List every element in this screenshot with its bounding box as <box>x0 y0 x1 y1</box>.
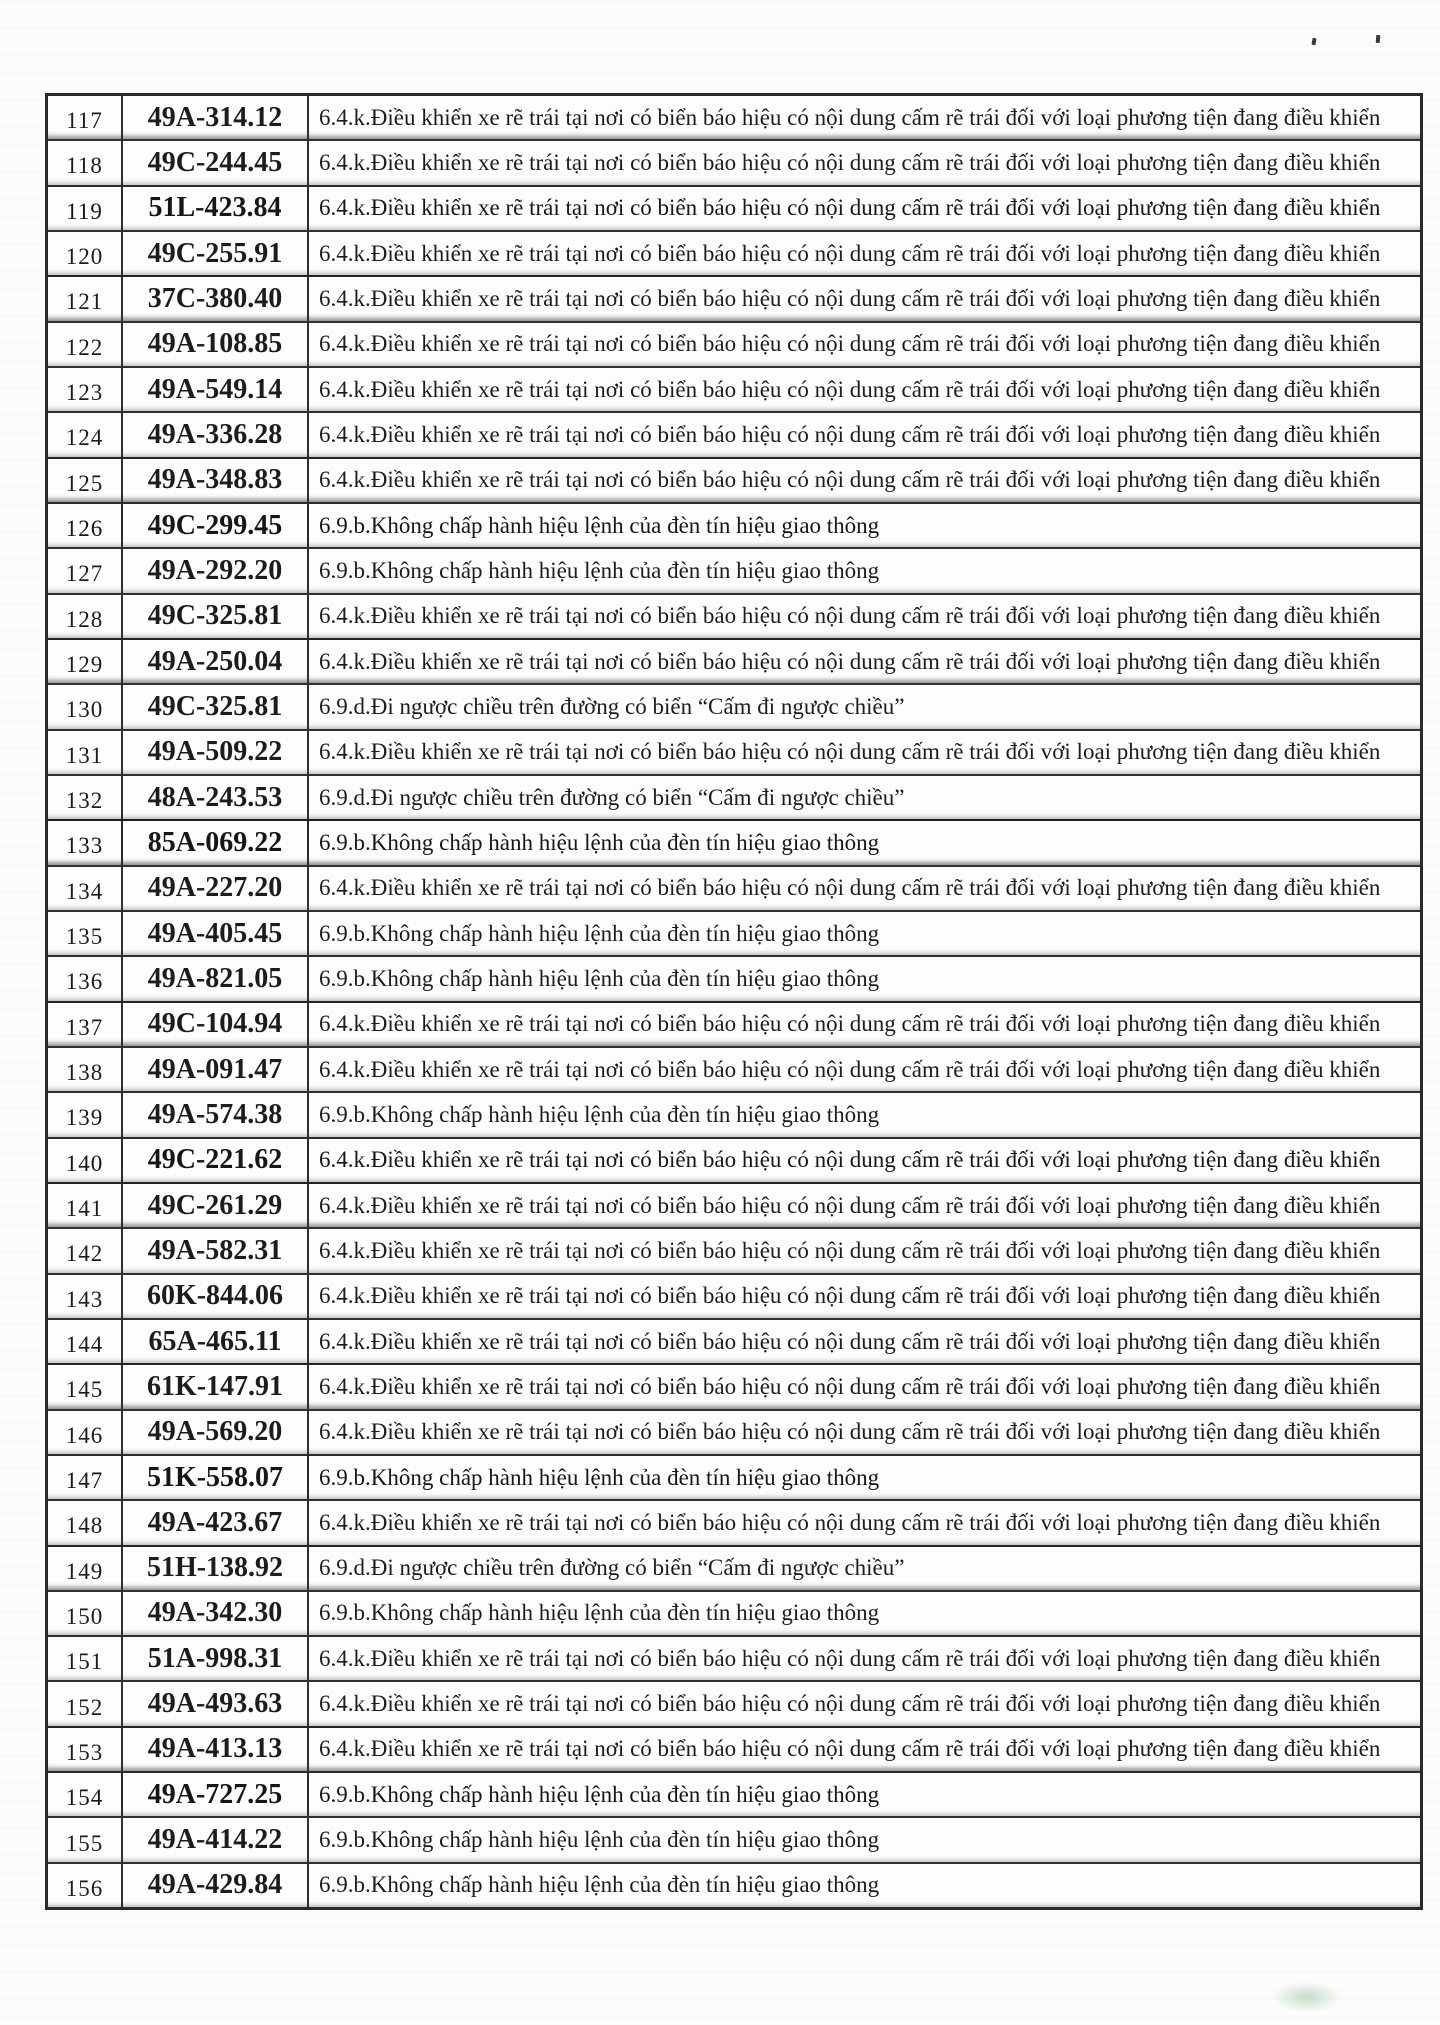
table-row <box>48 321 1420 366</box>
violation-text: 6.9.b.Không chấp hành hiệu lệnh của đèn tín hiệu giao thông <box>319 1600 880 1626</box>
violation-text: 6.4.k.Điều khiển xe rẽ trái tại nơi có biển báo hiệu có nội dung cấm rẽ trái đối với loại phương tiện đang điều khiển <box>319 875 1381 901</box>
row-number: 128 <box>48 595 123 638</box>
row-number: 119 <box>48 187 123 230</box>
row-number: 149 <box>48 1547 123 1590</box>
row-number: 146 <box>48 1411 123 1454</box>
violation-text: 6.9.b.Không chấp hành hiệu lệnh của đèn tín hiệu giao thông <box>319 1464 880 1490</box>
row-number: 137 <box>48 1003 123 1046</box>
table-row <box>48 774 1420 819</box>
scan-speck <box>1376 35 1381 43</box>
row-number: 131 <box>48 731 123 774</box>
violation-text: 6.4.k.Điều khiển xe rẽ trái tại nơi có biển báo hiệu có nội dung cấm rẽ trái đối với loại phương tiện đang điều khiển <box>319 1147 1381 1173</box>
row-number: 147 <box>48 1456 123 1499</box>
row-number: 143 <box>48 1275 123 1318</box>
violation-text: 6.4.k.Điều khiển xe rẽ trái tại nơi có biển báo hiệu có nội dung cấm rẽ trái đối với loại phương tiện đang điều khiển <box>319 648 1381 674</box>
table-row <box>48 547 1420 592</box>
table-row <box>48 910 1420 955</box>
row-number: 134 <box>48 867 123 910</box>
plate-number: 49C-255.91 <box>123 232 309 275</box>
plate-number: 49A-429.84 <box>123 1864 309 1907</box>
plate-number: 49C-299.45 <box>123 504 309 547</box>
table-row <box>48 139 1420 184</box>
violation-text: 6.4.k.Điều khiển xe rẽ trái tại nơi có biển báo hiệu có nội dung cấm rẽ trái đối với loại phương tiện đang điều khiển <box>319 1645 1381 1671</box>
violation-text: 6.4.k.Điều khiển xe rẽ trái tại nơi có biển báo hiệu có nội dung cấm rẽ trái đối với loại phương tiện đang điều khiển <box>319 1283 1381 1309</box>
table-row <box>48 1137 1420 1182</box>
plate-number: 49A-348.83 <box>123 459 309 502</box>
violation-text: 6.9.d.Đi ngược chiều trên đường có biển “Cấm đi ngược chiều” <box>319 693 905 719</box>
violation-text: 6.4.k.Điều khiển xe rẽ trái tại nơi có biển báo hiệu có nội dung cấm rẽ trái đối với loại phương tiện đang điều khiển <box>319 149 1381 175</box>
table-row <box>48 683 1420 728</box>
plate-number: 65A-465.11 <box>123 1320 309 1363</box>
table-row <box>48 1680 1420 1725</box>
plate-number: 85A-069.22 <box>123 821 309 864</box>
row-number: 132 <box>48 776 123 819</box>
table-row <box>48 1273 1420 1318</box>
row-number: 140 <box>48 1139 123 1182</box>
plate-number: 49A-549.14 <box>123 368 309 411</box>
violation-text: 6.9.b.Không chấp hành hiệu lệnh của đèn tín hiệu giao thông <box>319 557 880 583</box>
row-number: 138 <box>48 1048 123 1091</box>
row-number: 136 <box>48 957 123 1000</box>
violation-text: 6.4.k.Điều khiển xe rẽ trái tại nơi có biển báo hiệu có nội dung cấm rẽ trái đối với loại phương tiện đang điều khiển <box>319 331 1381 357</box>
table-row <box>48 502 1420 547</box>
row-number: 152 <box>48 1682 123 1725</box>
violation-text: 6.9.b.Không chấp hành hiệu lệnh của đèn tín hiệu giao thông <box>319 965 880 991</box>
table-row <box>48 1499 1420 1544</box>
row-number: 153 <box>48 1728 123 1771</box>
table-row <box>48 1726 1420 1771</box>
plate-number: 61K-147.91 <box>123 1365 309 1408</box>
table-row <box>48 185 1420 230</box>
plate-number: 60K-844.06 <box>123 1275 309 1318</box>
row-number: 127 <box>48 549 123 592</box>
table-row <box>48 1046 1420 1091</box>
row-number: 117 <box>48 96 123 139</box>
row-number: 155 <box>48 1818 123 1861</box>
table-row <box>48 1001 1420 1046</box>
violation-text: 6.9.b.Không chấp hành hiệu lệnh của đèn tín hiệu giao thông <box>319 512 880 538</box>
table-row <box>48 1409 1420 1454</box>
plate-number: 49C-244.45 <box>123 141 309 184</box>
table-row <box>48 1862 1420 1907</box>
table-row <box>48 366 1420 411</box>
table-row <box>48 457 1420 502</box>
table-row <box>48 819 1420 864</box>
plate-number: 49A-727.25 <box>123 1773 309 1816</box>
table-row <box>48 275 1420 320</box>
plate-number: 49C-325.81 <box>123 595 309 638</box>
row-number: 145 <box>48 1365 123 1408</box>
violation-text: 6.4.k.Điều khiển xe rẽ trái tại nơi có biển báo hiệu có nội dung cấm rẽ trái đối với loại phương tiện đang điều khiển <box>319 421 1381 447</box>
violation-text: 6.4.k.Điều khiển xe rẽ trái tại nơi có biển báo hiệu có nội dung cấm rẽ trái đối với loại phương tiện đang điều khiển <box>319 285 1381 311</box>
violation-text: 6.9.b.Không chấp hành hiệu lệnh của đèn tín hiệu giao thông <box>319 1101 880 1127</box>
table-row <box>48 1590 1420 1635</box>
table-row <box>48 1816 1420 1861</box>
row-number: 135 <box>48 912 123 955</box>
plate-number: 49A-413.13 <box>123 1728 309 1771</box>
violation-text: 6.9.b.Không chấp hành hiệu lệnh của đèn tín hiệu giao thông <box>319 920 880 946</box>
violation-text: 6.4.k.Điều khiển xe rẽ trái tại nơi có biển báo hiệu có nội dung cấm rẽ trái đối với loại phương tiện đang điều khiển <box>319 240 1381 266</box>
table-row <box>48 1363 1420 1408</box>
violation-text: 6.4.k.Điều khiển xe rẽ trái tại nơi có biển báo hiệu có nội dung cấm rẽ trái đối với loại phương tiện đang điều khiển <box>319 1736 1381 1762</box>
violation-text: 6.4.k.Điều khiển xe rẽ trái tại nơi có biển báo hiệu có nội dung cấm rẽ trái đối với loại phương tiện đang điều khiển <box>319 104 1381 130</box>
table-row <box>48 638 1420 683</box>
plate-number: 49A-493.63 <box>123 1682 309 1725</box>
row-number: 125 <box>48 459 123 502</box>
violation-text: 6.4.k.Điều khiển xe rẽ trái tại nơi có biển báo hiệu có nội dung cấm rẽ trái đối với loại phương tiện đang điều khiển <box>319 376 1381 402</box>
row-number: 121 <box>48 277 123 320</box>
row-number: 142 <box>48 1229 123 1272</box>
table-row <box>48 593 1420 638</box>
plate-number: 49A-582.31 <box>123 1229 309 1272</box>
violation-text: 6.4.k.Điều khiển xe rẽ trái tại nơi có biển báo hiệu có nội dung cấm rẽ trái đối với loại phương tiện đang điều khiển <box>319 1011 1381 1037</box>
row-number: 150 <box>48 1592 123 1635</box>
table-row <box>48 1454 1420 1499</box>
violation-text: 6.4.k.Điều khiển xe rẽ trái tại nơi có biển báo hiệu có nội dung cấm rẽ trái đối với loại phương tiện đang điều khiển <box>319 1056 1381 1082</box>
plate-number: 49A-336.28 <box>123 413 309 456</box>
violation-text: 6.4.k.Điều khiển xe rẽ trái tại nơi có biển báo hiệu có nội dung cấm rẽ trái đối với loại phương tiện đang điều khiển <box>319 467 1381 493</box>
row-number: 129 <box>48 640 123 683</box>
plate-number: 49C-221.62 <box>123 1139 309 1182</box>
plate-number: 49C-261.29 <box>123 1184 309 1227</box>
table-row <box>48 1227 1420 1272</box>
plate-number: 51L-423.84 <box>123 187 309 230</box>
plate-number: 37C-380.40 <box>123 277 309 320</box>
violation-text: 6.4.k.Điều khiển xe rẽ trái tại nơi có biển báo hiệu có nội dung cấm rẽ trái đối với loại phương tiện đang điều khiển <box>319 1192 1381 1218</box>
violation-text: 6.9.d.Đi ngược chiều trên đường có biển “Cấm đi ngược chiều” <box>319 784 905 810</box>
plate-number: 49A-509.22 <box>123 731 309 774</box>
plate-number: 49A-405.45 <box>123 912 309 955</box>
table-row <box>48 729 1420 774</box>
table-row <box>48 1635 1420 1680</box>
table-row <box>48 1091 1420 1136</box>
violation-text: 6.9.b.Không chấp hành hiệu lệnh của đèn tín hiệu giao thông <box>319 1872 880 1898</box>
table-row <box>48 1318 1420 1363</box>
plate-number: 49A-414.22 <box>123 1818 309 1861</box>
row-number: 141 <box>48 1184 123 1227</box>
row-number: 130 <box>48 685 123 728</box>
plate-number: 49C-104.94 <box>123 1003 309 1046</box>
plate-number: 49A-314.12 <box>123 96 309 139</box>
violation-text: 6.9.d.Đi ngược chiều trên đường có biển “Cấm đi ngược chiều” <box>319 1555 905 1581</box>
row-number: 124 <box>48 413 123 456</box>
row-number: 139 <box>48 1093 123 1136</box>
plate-number: 49A-423.67 <box>123 1501 309 1544</box>
table-row <box>48 955 1420 1000</box>
plate-number: 49A-574.38 <box>123 1093 309 1136</box>
row-number: 133 <box>48 821 123 864</box>
row-number: 156 <box>48 1864 123 1907</box>
plate-number: 49A-108.85 <box>123 323 309 366</box>
plate-number: 51A-998.31 <box>123 1637 309 1680</box>
plate-number: 49A-342.30 <box>123 1592 309 1635</box>
plate-number: 49A-821.05 <box>123 957 309 1000</box>
violation-text: 6.4.k.Điều khiển xe rẽ trái tại nơi có biển báo hiệu có nội dung cấm rẽ trái đối với loại phương tiện đang điều khiển <box>319 195 1381 221</box>
violation-text: 6.4.k.Điều khiển xe rẽ trái tại nơi có biển báo hiệu có nội dung cấm rẽ trái đối với loại phương tiện đang điều khiển <box>319 1509 1381 1535</box>
scan-smudge-green <box>1272 1982 1342 2012</box>
table-row <box>48 411 1420 456</box>
plate-number: 48A-243.53 <box>123 776 309 819</box>
row-number: 148 <box>48 1501 123 1544</box>
plate-number: 49C-325.81 <box>123 685 309 728</box>
plate-number: 49A-250.04 <box>123 640 309 683</box>
violation-text: 6.9.b.Không chấp hành hiệu lệnh của đèn tín hiệu giao thông <box>319 829 880 855</box>
row-number: 151 <box>48 1637 123 1680</box>
table-row <box>48 96 1420 139</box>
row-number: 123 <box>48 368 123 411</box>
scan-speck <box>1311 38 1316 46</box>
table-row <box>48 1771 1420 1816</box>
violation-text: 6.4.k.Điều khiển xe rẽ trái tại nơi có biển báo hiệu có nội dung cấm rẽ trái đối với loại phương tiện đang điều khiển <box>319 739 1381 765</box>
plate-number: 51H-138.92 <box>123 1547 309 1590</box>
plate-number: 49A-227.20 <box>123 867 309 910</box>
table-row <box>48 1182 1420 1227</box>
row-number: 126 <box>48 504 123 547</box>
plate-number: 51K-558.07 <box>123 1456 309 1499</box>
row-number: 118 <box>48 141 123 184</box>
plate-number: 49A-091.47 <box>123 1048 309 1091</box>
table-row <box>48 1545 1420 1590</box>
violation-text: 6.4.k.Điều khiển xe rẽ trái tại nơi có biển báo hiệu có nội dung cấm rẽ trái đối với loại phương tiện đang điều khiển <box>319 603 1381 629</box>
table-row <box>48 230 1420 275</box>
violation-text: 6.4.k.Điều khiển xe rẽ trái tại nơi có biển báo hiệu có nội dung cấm rẽ trái đối với loại phương tiện đang điều khiển <box>319 1373 1381 1399</box>
violation-table <box>45 93 1423 1910</box>
plate-number: 49A-569.20 <box>123 1411 309 1454</box>
row-number: 154 <box>48 1773 123 1816</box>
violation-text: 6.4.k.Điều khiển xe rẽ trái tại nơi có biển báo hiệu có nội dung cấm rẽ trái đối với loại phương tiện đang điều khiển <box>319 1419 1381 1445</box>
violation-text: 6.9.b.Không chấp hành hiệu lệnh của đèn tín hiệu giao thông <box>319 1827 880 1853</box>
violation-text: 6.4.k.Điều khiển xe rẽ trái tại nơi có biển báo hiệu có nội dung cấm rẽ trái đối với loại phương tiện đang điều khiển <box>319 1328 1381 1354</box>
row-number: 122 <box>48 323 123 366</box>
violation-text: 6.9.b.Không chấp hành hiệu lệnh của đèn tín hiệu giao thông <box>319 1781 880 1807</box>
violation-text: 6.4.k.Điều khiển xe rẽ trái tại nơi có biển báo hiệu có nội dung cấm rẽ trái đối với loại phương tiện đang điều khiển <box>319 1237 1381 1263</box>
violation-text: 6.4.k.Điều khiển xe rẽ trái tại nơi có biển báo hiệu có nội dung cấm rẽ trái đối với loại phương tiện đang điều khiển <box>319 1691 1381 1717</box>
row-number: 120 <box>48 232 123 275</box>
plate-number: 49A-292.20 <box>123 549 309 592</box>
row-number: 144 <box>48 1320 123 1363</box>
table-row <box>48 865 1420 910</box>
